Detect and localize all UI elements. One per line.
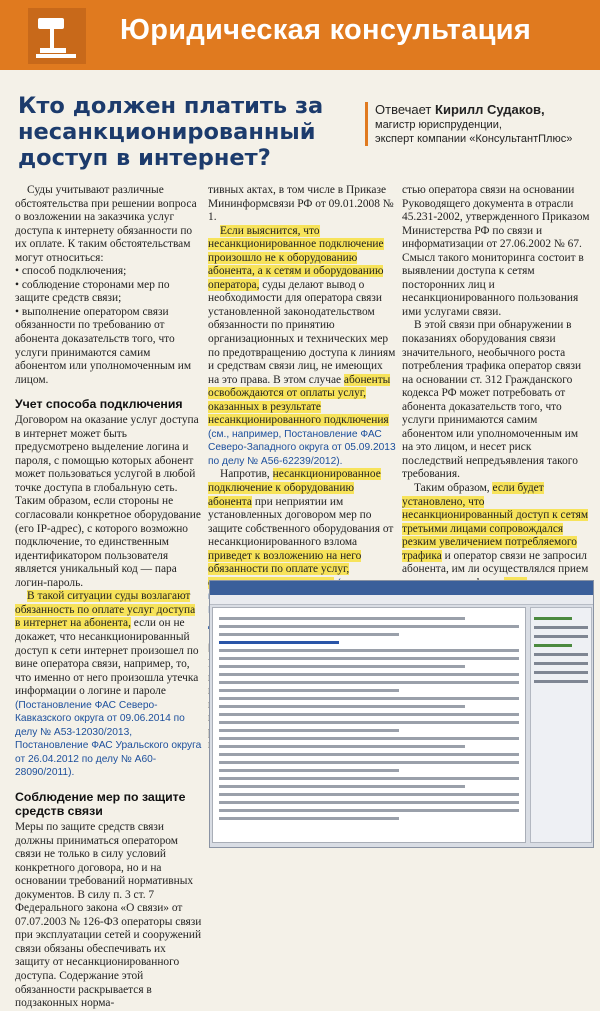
author-name: Кирилл Судаков,: [435, 102, 545, 117]
highlight: несанкционированное подключение к оборудованию абонента: [208, 468, 381, 508]
list-item: • способ подключения;: [15, 265, 127, 278]
gavel-icon: [28, 8, 86, 64]
paragraph: В этой связи при обнаружении в показаниях оборудования связи значительного, необычного роста потребления трафика оператор связи на основании ст. 312 Гражданского кодекса РФ может потребовать от абонента доказательств того, что услуги принимаются самим абонентом или уполномоченным им на это лицом, и несет риск последствий непредъявления такого требования.: [402, 319, 582, 481]
text-run: Таким образом,: [414, 482, 493, 495]
section-header: [0, 0, 600, 70]
author-box: [365, 102, 590, 146]
intro-paragraph: Суды учитывают различные обстоятельства при решении вопроса о возложении на заказчика услуг доступа к интернету обязанности по их оплате. К таким обстоятельствам могут относиться:: [15, 184, 197, 264]
paragraph: [15, 590, 203, 780]
paragraph: [208, 225, 396, 469]
highlight: абоненты освобождаются от оплаты услуг, оказанных в результате несанкционированного подключения: [208, 373, 391, 427]
document-window-icon: [212, 607, 526, 843]
highlight: Если выяснится, что несанкционированное подключение произошло не к оборудованию абонента, а к сетям и оборудованию оператора,: [208, 224, 384, 291]
text-run: суды делают вывод о необходимости для оператора связи установленной законодательством обязанности по принятию организационных и технических мер по предотвращению доступа к линиям и средствам связи лиц, не имеющих на это права. В этом случае: [208, 278, 396, 386]
author-line: [375, 102, 590, 118]
author-prefix: Отвечает: [375, 102, 432, 117]
paragraph: стью оператора связи на основании Руководящего документа в отрасли 45.231-2002, утвержденного Приказом Министерства РФ по связи и информатизации от 27.06.2002 № 67. Смысл такого мониторинга состоит в выявлении доступа к сетям посторонних лиц и несанкционированного пользования ими услугами связи.: [402, 184, 590, 318]
paragraph: тивных актах, в том числе в Приказе Мининформсвязи РФ от 09.01.2008 № 1.: [208, 184, 394, 224]
text-run: если он не докажет, что несанкционированный доступ к сети интернет произошел по вине оператора связи, например, то, что именно от него произошла утечка информации о логине и пароле: [15, 617, 199, 698]
text-run: при неприятии им установленных договором мер по защите собственного оборудования от несанкционированного взлома: [208, 495, 394, 549]
author-role: магистр юриспруденции,: [375, 119, 502, 131]
subheading-connection: Учет способа подключения: [15, 397, 183, 412]
window-toolbar: [210, 595, 593, 605]
paragraph: Меры по защите средств связи должны приниматься оператором связи не только в силу условий конкретного договора, но и на основании требований нормативных документов. В силу п. 3 ст. 7 Федерального закона «О связи» от 07.07.2003 № 126-ФЗ операторы связи при эксплуатации сетей и сооружений связи обязаны обеспечивать их защиту от несанкционированного доступа. Содержание этой обязанности раскрывается в подзаконных норма-: [15, 820, 202, 1010]
paragraph: Договором на оказание услуг доступа в интернет может быть предусмотрено выделение логина и пароля, с помощью которых абонент может пользоваться услугой в любой точке доступа в глобальную сеть. Таким образом, если стороны не согласовали конкретное оборудование (его IP-адрес), с которого возможно подключение, то единственным идентификатором пользователя является уникальный код — пара логин-пароль.: [15, 414, 201, 589]
highlight: приведет к возложению на него обязанности по оплате услуг,: [208, 550, 361, 589]
section-title: Юридическая консультация: [120, 14, 532, 46]
subheading-protection: Соблюдение мер по защите средств связи: [15, 789, 186, 818]
article-headline: Кто должен платить за несанкционированный доступ в интернет?: [18, 93, 324, 171]
window-titlebar: [210, 581, 593, 595]
citation: (см., например, Постановление ФАС Северо-Западного округа от 05.09.2013 по делу № А56-62239/2012).: [208, 428, 396, 467]
highlight: В такой ситуации суды возлагают обязанность по оплате услуг доступа в интернет на абонента,: [15, 590, 196, 630]
text-run: Напротив,: [220, 468, 273, 481]
list-item: • соблюдение сторонами мер по защите средств связи;: [15, 278, 170, 305]
citation: (Постановление ФАС Северо-Кавказского округа от 09.06.2014 по делу № А53-12030/2013, Постановление ФАС Уральского округа от 26.04.2012 по делу № А60-28090/2011).: [15, 699, 202, 779]
text-run: и оператор связи не запросил абонента, им ли осуществлялся прием: [402, 549, 589, 576]
list-item: • выполнение оператором связи обязанности по требованию от абонента доказательств того, что услуги принимаются самим абонентом или уполномоченным им лицом.: [15, 305, 192, 386]
author-org: эксперт компании «КонсультантПлюс»: [375, 133, 573, 145]
software-screenshot: [209, 580, 594, 848]
highlight: если будет установлено, что несанкционированный доступ к сетям третьими лицами сопровождался резким увеличением потребляемого трафика: [402, 482, 589, 562]
side-panel: [530, 607, 592, 843]
column-1: [15, 184, 203, 1011]
